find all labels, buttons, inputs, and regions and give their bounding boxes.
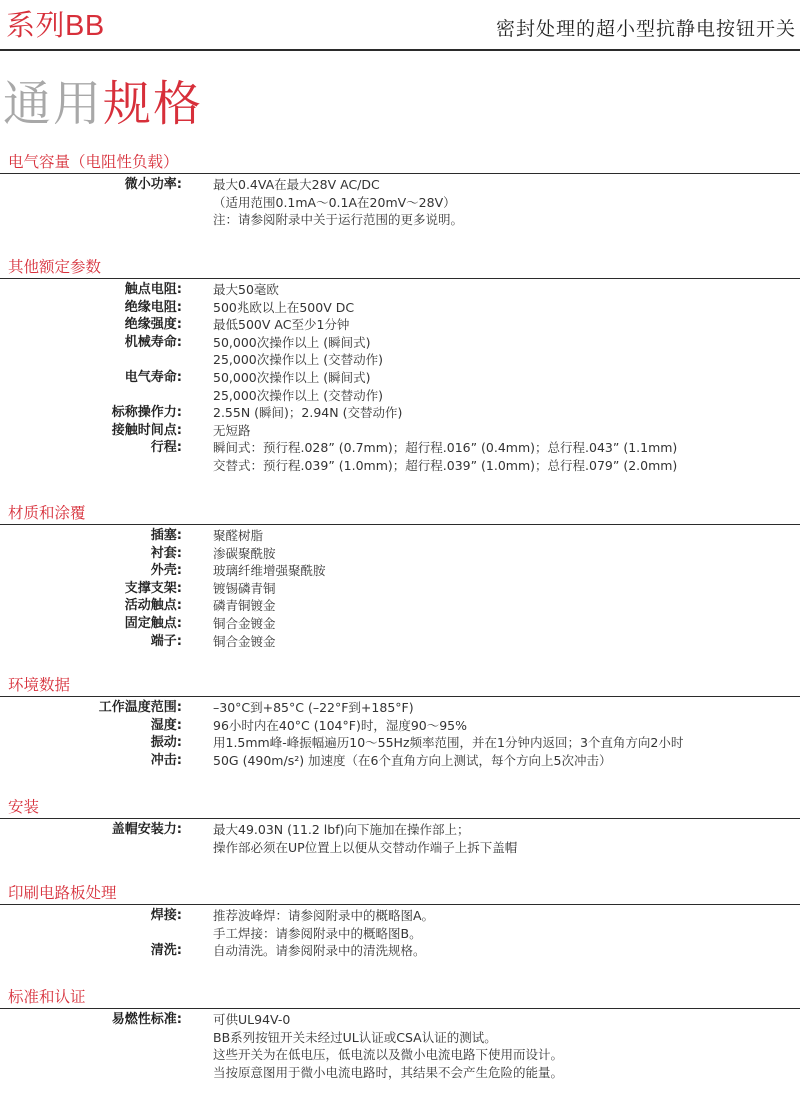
spec-rows [0, 821, 800, 856]
section-heading: 安装 [8, 798, 40, 816]
spec-value: 当按原意图用于微小电流电路时，其结果不会产生危险的能量。 [213, 1064, 564, 1080]
section-heading: 标准和认证 [8, 988, 86, 1006]
spec-row [0, 527, 800, 545]
spec-value: 铜合金镀金 [213, 615, 276, 631]
section-divider [0, 904, 800, 905]
spec-row [0, 404, 800, 422]
spec-value: 这些开关为在低电压，低电流以及微小电流电路下使用而设计。 [213, 1047, 564, 1063]
spec-row [0, 1029, 800, 1047]
spec-value: 50G (490m/s²) 加速度（在6个直角方向上测试，每个方向上5次冲击） [213, 752, 612, 768]
spec-value: 镀锡磷青铜 [213, 580, 276, 596]
spec-value: 聚醛树脂 [213, 528, 264, 543]
spec-label: 端子: [150, 633, 182, 649]
spec-value: 无短路 [213, 422, 251, 438]
spec-value: （适用范围0.1mA～0.1A在20mV～28V） [213, 194, 456, 210]
page-title-part1: 通用 [3, 76, 104, 132]
spec-row [0, 316, 800, 334]
spec-value: 瞬间式：预行程.028” (0.7mm)；超行程.016” (0.4mm)；总行程.043” (1.1mm) [213, 440, 678, 456]
spec-value: 2.55N (瞬间)；2.94N (交替动作) [213, 405, 403, 421]
spec-row [0, 1064, 800, 1082]
spec-row [0, 351, 800, 369]
spec-row [0, 281, 800, 299]
spec-label: 焊接: [150, 908, 182, 923]
spec-row [0, 457, 800, 475]
section-heading: 材质和涂覆 [8, 504, 86, 522]
spec-row [0, 821, 800, 839]
product-title: 密封处理的超小型抗静电按钮开关 [495, 18, 796, 40]
section-divider [0, 173, 800, 174]
spec-row [0, 633, 800, 651]
spec-value: 最大49.03N (11.2 lbf)向下施加在操作部上； [213, 822, 470, 837]
section-heading: 电气容量（电阻性负载） [8, 153, 179, 171]
spec-label: 行程: [150, 440, 182, 456]
spec-value: 铜合金镀金 [213, 633, 276, 649]
spec-label: 接触时间点: [111, 422, 182, 438]
section-heading: 其他额定参数 [8, 258, 102, 276]
spec-row [0, 1011, 800, 1029]
spec-label: 外壳: [150, 563, 182, 579]
spec-label: 湿度: [150, 717, 182, 733]
spec-row [0, 562, 800, 580]
spec-value: 自动清洗。请参阅附录中的清洗规格。 [213, 943, 426, 959]
spec-label: 衬套: [150, 545, 182, 561]
spec-value: 可供UL94V-0 [213, 1012, 291, 1027]
spec-value: –30°C到+85°C (–22°F到+185°F) [213, 700, 414, 715]
spec-row [0, 176, 800, 194]
section-divider [0, 1008, 800, 1009]
spec-label: 电气寿命: [124, 369, 182, 385]
spec-value: 96小时内在40°C (104°F)时，湿度90～95% [213, 717, 468, 733]
spec-value: 50,000次操作以上 (瞬间式) [213, 334, 371, 350]
spec-row [0, 334, 800, 352]
spec-row [0, 734, 800, 752]
spec-rows [0, 907, 800, 960]
spec-row [0, 580, 800, 598]
spec-value: 手工焊接：请参阅附录中的概略图B。 [213, 925, 422, 941]
spec-row [0, 907, 800, 925]
spec-value: 推荐波峰焊：请参阅附录中的概略图A。 [213, 908, 435, 923]
header-divider [0, 49, 800, 51]
spec-value: 50,000次操作以上 (瞬间式) [213, 369, 371, 385]
spec-value: 操作部必须在UP位置上以便从交替动作端子上拆下盖帽 [213, 839, 518, 855]
spec-row [0, 717, 800, 735]
spec-label: 触点电阻: [124, 282, 182, 297]
page-header [0, 0, 800, 50]
spec-label: 易燃性标准: [111, 1012, 182, 1027]
series-title: 系列BB [6, 10, 105, 42]
section-divider [0, 524, 800, 525]
page-title [3, 76, 204, 132]
section-divider [0, 818, 800, 819]
spec-rows [0, 527, 800, 650]
spec-label: 插塞: [150, 528, 182, 543]
spec-label: 振动: [150, 735, 182, 751]
spec-row [0, 752, 800, 770]
spec-value: 玻璃纤维增强聚酰胺 [213, 563, 326, 579]
spec-label: 支撑支架: [124, 580, 182, 596]
spec-rows [0, 1011, 800, 1081]
section-divider [0, 696, 800, 697]
spec-label: 盖帽安装力: [111, 822, 182, 837]
spec-rows [0, 699, 800, 769]
spec-label: 工作温度范围: [98, 700, 182, 715]
spec-label: 标称操作力: [111, 405, 182, 421]
spec-rows [0, 176, 800, 229]
spec-row [0, 211, 800, 229]
spec-rows [0, 281, 800, 475]
spec-label: 冲击: [150, 752, 182, 768]
spec-row [0, 299, 800, 317]
spec-row [0, 839, 800, 857]
spec-label: 固定触点: [124, 615, 182, 631]
spec-label: 机械寿命: [124, 334, 182, 350]
section-heading: 印刷电路板处理 [8, 884, 117, 902]
spec-value: 用1.5mm峰-峰振幅遍历10～55Hz频率范围，并在1分钟内返回；3个直角方向2小时 [213, 735, 684, 751]
spec-row [0, 439, 800, 457]
spec-row [0, 597, 800, 615]
spec-row [0, 422, 800, 440]
section-divider [0, 278, 800, 279]
page-title-part2: 规格 [103, 76, 204, 132]
spec-row [0, 942, 800, 960]
section-heading: 环境数据 [8, 676, 71, 694]
spec-label: 清洗: [150, 943, 182, 959]
spec-label: 活动触点: [124, 598, 182, 614]
spec-value: 25,000次操作以上 (交替动作) [213, 352, 383, 368]
spec-value: 交替式：预行程.039” (1.0mm)；超行程.039” (1.0mm)；总行程.079” (2.0mm) [213, 457, 678, 473]
spec-label: 微小功率: [124, 177, 182, 192]
spec-value: 最低500V AC至少1分钟 [213, 317, 350, 333]
spec-row [0, 615, 800, 633]
spec-value: 500兆欧以上在500V DC [213, 299, 355, 315]
spec-row [0, 1046, 800, 1064]
spec-value: 最大50毫欧 [213, 282, 279, 297]
spec-row [0, 545, 800, 563]
spec-value: 注：请参阅附录中关于运行范围的更多说明。 [213, 212, 464, 228]
spec-row [0, 369, 800, 387]
spec-value: 磷青铜镀金 [213, 598, 276, 614]
spec-row [0, 387, 800, 405]
spec-label: 绝缘电阻: [124, 299, 182, 315]
spec-row [0, 194, 800, 212]
spec-value: 25,000次操作以上 (交替动作) [213, 387, 383, 403]
spec-value: BB系列按钮开关未经过UL认证或CSA认证的测试。 [213, 1029, 497, 1045]
spec-value: 渗碳聚酰胺 [213, 545, 276, 561]
spec-row [0, 699, 800, 717]
spec-value: 最大0.4VA在最大28V AC/DC [213, 177, 380, 192]
spec-row [0, 925, 800, 943]
spec-label: 绝缘强度: [124, 317, 182, 333]
